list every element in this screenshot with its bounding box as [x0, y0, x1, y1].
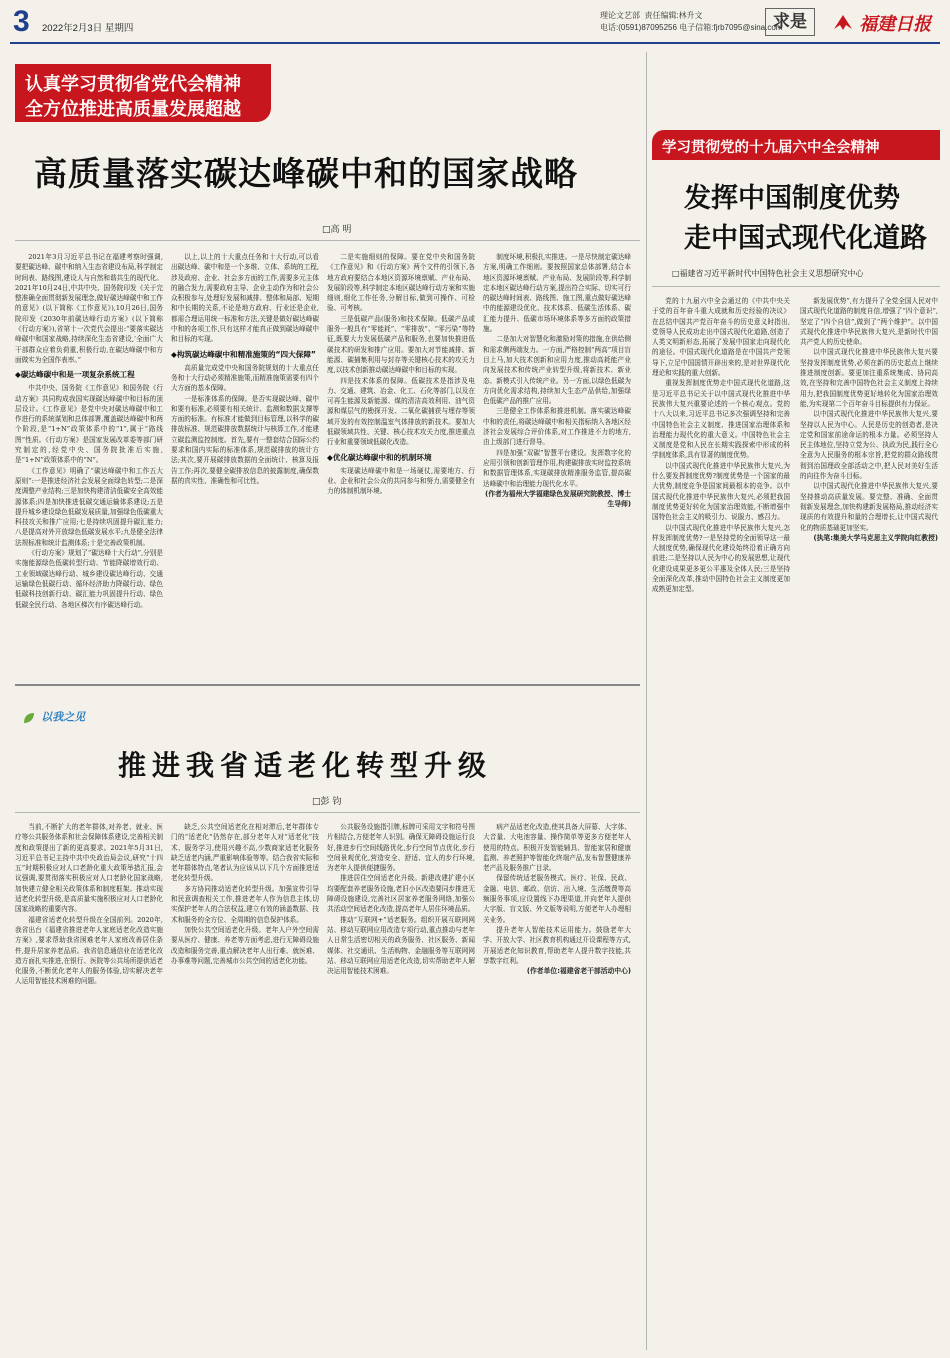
leaf-icon: [22, 710, 36, 724]
banner-line-1: 认真学习贯彻省党代会精神: [25, 74, 241, 95]
author-note: (作者单位:福建省老干部活动中心): [526, 967, 631, 976]
paragraph: 公共服务设施指引牌,标牌可采用文字和符号图片相结合,方便老年人识别。确保无障碍设施运行良好,推进步行空间线路优化,步行空间节点优化,步行空间景观优化,营造安全、舒适、宜人的步行环境,为老年人提供便捷服务。: [327, 823, 475, 873]
paragraph: 福建省适老化转型升级在全国前列。2020年,我省出台《福建省推进老年人家庭适老化改造实施方案》,要求帮助我省困难老年人家庭改善居住条件,提升居家养老品质。我省信息通信业在适老化改造方面扎实推进,在银行、医院等公共场所提供适老化服务,不断优化老年人的服务体验,切实解决老年人运用智能技术困难的问题。: [15, 915, 163, 986]
top-headline: 高质量落实碳达峰碳中和的国家战略: [34, 154, 578, 193]
editor: 责任编辑:林升文: [644, 11, 703, 20]
paragraph: 重视发挥制度优势走中国式现代化道路,这是习近平总书记关于以中国式现代化推进中华民族伟大复兴重要论述的一个核心观点。党的十八大以来,习近平总书记多次强调坚持和完善中国特色社会主义制度、推进国家治理体系和治理能力现代化的重大意义。中国特色社会主义制度是党和人民在长期实践探索中形成的科学制度体系,具有显著的制度优势。: [652, 379, 790, 460]
bottom-column-2: [171, 822, 319, 1350]
top-column-2: [171, 252, 319, 664]
newspaper-logo: [832, 10, 931, 38]
section-name: 求是: [765, 8, 815, 36]
paragraph: 三是健全工作体系和推进机制。落实碳达峰碳中和的责任,将碳达峰碳中和相关指标纳入各地区经济社会发展综合评价体系,对工作推进不力的地方,由上级部门进行督导。: [483, 407, 631, 447]
bottom-headline: 推进我省适老化转型升级: [118, 749, 493, 782]
paragraph: 二是实施细则的保障。要在党中央和国务院《工作意见》和《行动方案》两个文件的引领下,各地方政府要结合本地区资源环境禀赋、产业布局、发展阶段等,科学制定本地区碳达峰行动方案和实施细则,细化工作任务,分解目标,做到可操作、可检验、可考核。: [327, 253, 475, 313]
bottom-divider: [15, 812, 640, 813]
banner-provincial-congress: [15, 64, 271, 122]
paragraph: 以中国式现代化推进中华民族伟大复兴,怎样发挥制度优势?一是坚持党的全面领导这一最大制度优势,确保现代化建设始终沿着正确方向前进;二是坚持以人民为中心的发展思想,让现代化建设成果更多更公平惠及全体人民;三是坚持全面深化改革,推动中国特色社会主义制度更加成熟更加定型。: [652, 523, 790, 594]
opinion-tag-label: 以我之见: [41, 710, 86, 724]
paper-name: 福建日报: [859, 14, 932, 35]
bottom-section-divider: [15, 684, 640, 686]
paragraph: 缺乏,公共空间适老化在相对滞后,老年群体专门的“适老化”仍然存在,部分老年人对“适老化”技术、服务学习,使用兴趣不高,少数商家适老化服务缺乏适老内涵,严重影响体验等等。结合我省实际和老年群体特点,笔者认为应该从以下几个方面推进适老化转型升级。: [171, 823, 319, 883]
right-headline-line-2: 走中国式现代化道路: [684, 223, 927, 254]
top-byline: □高 明: [322, 225, 352, 235]
paragraph: 高质量完成党中央和国务院规划的十大重点任务和十大行动必须精准施策,而精准施策需要有四个大方面的基本保障。: [171, 363, 319, 393]
paragraph: 当前,不断扩大的老年群体,对养老、就业、医疗等公共服务体系和社会保障体系建设,完善相关制度和政策提出了新的更高要求。2021年5月31日,习近平总书记主持中共中央政治局会议,研究“十四五”时期积极应对人口老龄化重大政策举措汇报,会议强调,要贯彻落实积极应对人口老龄化国家战略,加快建立健全相关政策体系和制度框架。推动实现适老化转型升级,是高质量实施积极应对人口老龄化国家战略的重要内容。: [15, 823, 163, 914]
paragraph: 加快公共空间适老化升级。老年人户外空间需要从医疗、健康、养老等方面考虑,进行无障碍设施改造和服务完善,重点解决老年人出行难、就医难、办事难等问题,完善城市公共空间的适老化功能。: [171, 925, 319, 965]
section-heading: ◆碳达峰碳中和是一项复杂系统工程: [15, 370, 135, 380]
section-desk: 理论文艺部: [600, 11, 640, 20]
paragraph: 新发展优势”,有力提升了全党全国人民对中国式现代化道路的制度自信,增强了“四个意识”,坚定了“四个自信”,做到了“两个维护”。以中国式现代化推进中华民族伟大复兴,是新时代中国共产党人的历史使命。: [800, 297, 938, 347]
paragraph: 党的十九届六中全会通过的《中共中央关于党的百年奋斗重大成就和历史经验的决议》在总结中国共产党百年奋斗的历史意义时指出,党领导人民成功走出中国式现代化道路,创造了人类文明新形态,拓展了发展中国家走向现代化的途径。中国式现代化道路是在中国共产党领导下,立足中国国情开辟出来的,是对世界现代化理论和实践的重大创新。: [652, 297, 790, 378]
bottom-column-4: [483, 822, 631, 1350]
page-number: 3: [13, 5, 30, 38]
top-column-4: [483, 252, 631, 664]
paragraph: 制度环境,积极扎实推进。一是尽快制定碳达峰方案,明确工作细则。要按照国家总体部署,结合本地区资源环境禀赋、产业布局、发展阶段等,科学制定本地区碳达峰行动方案,提出符合实际、切实可行的碳达峰时间表、路线图、施工图,重点做好碳达峰中的能源建设优化、技术体系、低碳生活体系、碳汇能力提升、低碳市场环境体系等多方面的政策措施。: [483, 253, 631, 334]
section-heading: ◆构筑碳达峰碳中和精准施策的“四大保障”: [171, 349, 316, 359]
paragraph: 2021年3月习近平总书记在福建考察时强调,要把碳达峰、碳中和纳入生态省建设布局,科学制定时间表、路线图,建设人与自然和谐共生的现代化。2021年10月24日,中共中央、国务院印发《关于完整准确全面贯彻新发展理念,做好碳达峰碳中和工作的意见》(以下简称《工作意见》),10月26日,国务院印发《2030年前碳达峰行动方案》(以下简称《行动方案》),省第十一次党代会提出:“要落实碳达峰碳中和国家战略,持续深化生态省建设,‘全面广大干部群众应着负荷重,积极行动,在碳达峰碳中和方面做实为全国作表率。”: [15, 253, 163, 364]
desk-info: [600, 10, 782, 34]
banner-line-2: 全方位推进高质量发展超越: [25, 99, 241, 120]
paragraph: 病产品适老化改造,使其具备大屏幕、大字体、大音量、大电池容量、操作简单等更多方便老年人使用的特点。积极开发智能辅具、智能家居和健康监测、养老照护等智能化终端产品,发布智慧健康养老产品及服务推广目录。: [483, 823, 631, 873]
paragraph: 《行动方案》规划了“碳达峰十大行动”,分别是实施能源绿色低碳转型行动、节能降碳增效行动、工业领域碳达峰行动、城乡建设碳达峰行动、交通运输绿色低碳行动、循环经济助力降碳行动、绿色低碳科技创新行动、碳汇能力巩固提升行动、绿色低碳全民行动、各地区梯次有序碳达峰行动。: [15, 549, 163, 609]
right-column-2: [800, 296, 938, 1350]
top-column-1: [15, 252, 163, 664]
top-divider: [15, 240, 640, 241]
right-headline-line-1: 发挥中国制度优势: [684, 183, 900, 214]
right-divider: [652, 286, 940, 287]
bottom-byline: □彭 钧: [312, 797, 342, 807]
email: 电子信箱:fjrb7095@sina.com: [679, 23, 783, 32]
column-divider: [646, 52, 647, 1350]
paragraph: 多方协同推动适老化转型升级。加强宣传引导和民意调查相关工作,推进老年人作为信息主体,切实保护老年人的合法权益,建立有效的涵盖数据、技术和服务的全方位、全周期的信息保护体系。: [171, 884, 319, 924]
paragraph: 一是标准体系的保障。是否实现碳达峰、碳中和要有标准,必须要有相关统计、监测和数据支撑等方面的标准。有标准才能做到目标管理,以科学的碳排放标准、规范碳排放数据统计与核算工作,才能建立碳监测监控制度。首先,要有一整套结合国际公约要求和国内实际的标准体系,规范碳排放的统计方法;其次,要开展碳排放数据的全面统计、核算及报告工作;再次,要健全碳排放信息的披露制度,确保数据的真实性、准确性和可比性。: [171, 394, 319, 485]
section-heading: ◆优化碳达峰碳中和的机制环境: [327, 452, 432, 462]
bottom-column-1: [15, 822, 163, 1350]
logo-flag-icon: [832, 13, 854, 33]
paragraph: 以中国式现代化推进中华民族伟大复兴,要坚持推动高质量发展。要完整、准确、全面贯彻新发展理念,加快构建新发展格局,推动经济实现质的有效提升和量的合理增长,让中国式现代化的物质基础更加坚实。: [800, 482, 938, 532]
author-note: (作者为福州大学福建绿色发展研究院教授、博士生导师): [485, 489, 631, 509]
plenum-banner: [652, 130, 940, 160]
top-column-3: [327, 252, 475, 664]
paragraph: 四是技术体系的保障。低碳技术是指涉及电力、交通、建筑、冶金、化工、石化等部门,以及在可再生能源及新能源、煤的清洁高效利用、油气资源和煤层气的勘探开发、二氧化碳捕获与埋存等领域开发的有效控制温室气体排放的新技术。要加大低碳领域共性、关键、核心技术攻关力度,推进重点行业和重要领域低碳化改造。: [327, 376, 475, 447]
masthead: [0, 0, 950, 44]
paragraph: 《工作意见》明确了“碳达峰碳中和工作五大原则”:一是推进经济社会发展全面绿色转型;二是深度调整产业结构;三是加快构建清洁低碳安全高效能源体系;四是加快推进低碳交通运输体系建设;五是提升城乡建设绿色低碳发展质量,加强绿色低碳重大科技攻关和推广应用;七是持续巩固提升碳汇能力;八是提高对外开放绿色低碳发展水平;九是健全法律法规标准和统计监测体系;十是完善政策机制。: [15, 466, 163, 547]
paragraph: 推进居住空间适老化升级。新建改建扩建小区均要配套养老服务设施,老旧小区改造要同步推进无障碍设施建设,完善社区居家养老服务网络,加强公共活动空间适老化改造,提高老年人居住环境品质。: [327, 874, 475, 914]
paragraph: 以中国式现代化推进中华民族伟大复兴,为什么要发挥制度优势?制度优势是一个国家的最大优势,制度竞争是国家间最根本的竞争。以中国式现代化推进中华民族伟大复兴,必须把我国制度优势更好转化为国家治理效能,不断增强中国特色社会主义的吸引力、说服力、感召力。: [652, 461, 790, 522]
paragraph: 以上,以上的十大重点任务和十大行动,可以看出碳达峰、碳中和是一个多维、立体、系统的工程,涉及政府、企业、社会多方面的工作,需要多元主体的融合发力,需要政府主导、企业主动作为和社会公众积极参与,处理好发展和减排、整体和局部、短期和中长期的关系,不论是地方政府、行业还是企业,都需合理运用统一标准和方法,关键是做好碳达峰碳中和的各项工作,只有这样才能真正做到碳达峰碳中和目标的实现。: [171, 253, 319, 344]
plenum-banner-text: 学习贯彻党的十九届六中全会精神: [662, 140, 880, 156]
paragraph: 三是低碳产品(服务)和技术保障。低碳产品或服务一般具有“零能耗”、“零排放”、“零污染”等特征,既要大力发展低碳产品和服务,也要加快推进低碳技术的研发和推广应用。要加大对节能减排、新能源、碳捕集利用与封存等关键核心技术的攻关力度,以技术创新推动碳达峰碳中和目标的实现。: [327, 314, 475, 375]
right-byline: □福建省习近平新时代中国特色社会主义思想研究中心: [672, 269, 864, 278]
paragraph: 四是加强“双碳”智慧平台建设。发挥数字化的应用引领和创新管理作用,构建碳排放实时监控系统和数据管理体系,实现碳排放精准服务监管,提高碳达峰碳中和治理能力现代化水平。: [483, 448, 631, 488]
author-note: (执笔:集美大学马克思主义学院向红教授): [813, 533, 938, 542]
opinion-tag: [22, 706, 85, 725]
paragraph: 以中国式现代化推进中华民族伟大复兴要坚持发挥制度优势,必须在新的历史起点上继续推进制度创新。要更加注重系统集成、协同高效,在坚持和完善中国特色社会主义制度上持续用力,把我国制度优势更好地转化为国家治理效能,为实现第二个百年奋斗目标提供有力保证。: [800, 348, 938, 408]
paragraph: 中共中央、国务院《工作意见》和国务院《行动方案》共同构成我国实现碳达峰碳中和目标的顶层设计。《工作意见》是党中央对碳达峰碳中和工作进行的系统谋划和总体部署,覆盖碳达峰碳中和两个阶段,是“1+N”政策体系中的“1”,属于“路线图”性质。《行动方案》是国家发展改革委等部门研究制定的,经党中央、国务院批准后实施,是“1+N”政策体系中的“N”。: [15, 384, 163, 465]
paragraph: 实现碳达峰碳中和是一场硬仗,需要地方、行业、企业和社会公众的共同参与和努力,需要健全有力的体制机制环境。: [327, 466, 475, 496]
paragraph: 保留传统适老服务模式。医疗、社保、民政、金融、电信、邮政、信访、出入境、生活缴费等高频服务事项,应设置线下办理渠道,并向老年人提供大字版、盲文版、外文版等说明,方便老年人办理相关业务。: [483, 874, 631, 924]
bottom-column-3: [327, 822, 475, 1350]
paragraph: 二是加大对智慧化和激励对策的措施,在供给侧和需求侧两端发力。一方面,严格控制“两高”项目盲目上马,加大技术创新和应用力度,推动高耗能产业向发展技术和传统产业转型升级,将新技术、新业态、新模式引入传统产业。另一方面,以绿色低碳为方向优化需求结构,持续加大生态产品供给,加强绿色低碳产品的推广应用。: [483, 335, 631, 406]
paragraph: 推动“互联网+”适老服务。组织开展互联网网站、移动互联网应用改造专项行动,重点推动与老年人日常生活密切相关的政务服务、社区服务、新闻媒体、社交通讯、生活购物、金融服务等互联网网站、移动互联网应用适老化改造,切实帮助老年人解决运用智能技术困难。: [327, 915, 475, 976]
phone: 电话:(0591)87095256: [600, 23, 677, 32]
right-column-1: [652, 296, 790, 1350]
issue-date: 2022年2月3日 星期四: [42, 23, 134, 34]
paragraph: 提升老年人智能技术运用能力。鼓励老年大学、开放大学、社区教育机构通过开设课程等方式,开展适老化知识教育,帮助老年人提升数字技能,共享数字红利。: [483, 925, 631, 965]
masthead-rule: [10, 42, 940, 44]
paragraph: 以中国式现代化推进中华民族伟大复兴,要坚持以人民为中心。人民是历史的创造者,是决定党和国家前途命运的根本力量。必须坚持人民主体地位,坚持立党为公、执政为民,践行全心全意为人民服务的根本宗旨,把党的群众路线贯彻到治国理政全部活动之中,把人民对美好生活的向往作为奋斗目标。: [800, 410, 938, 481]
